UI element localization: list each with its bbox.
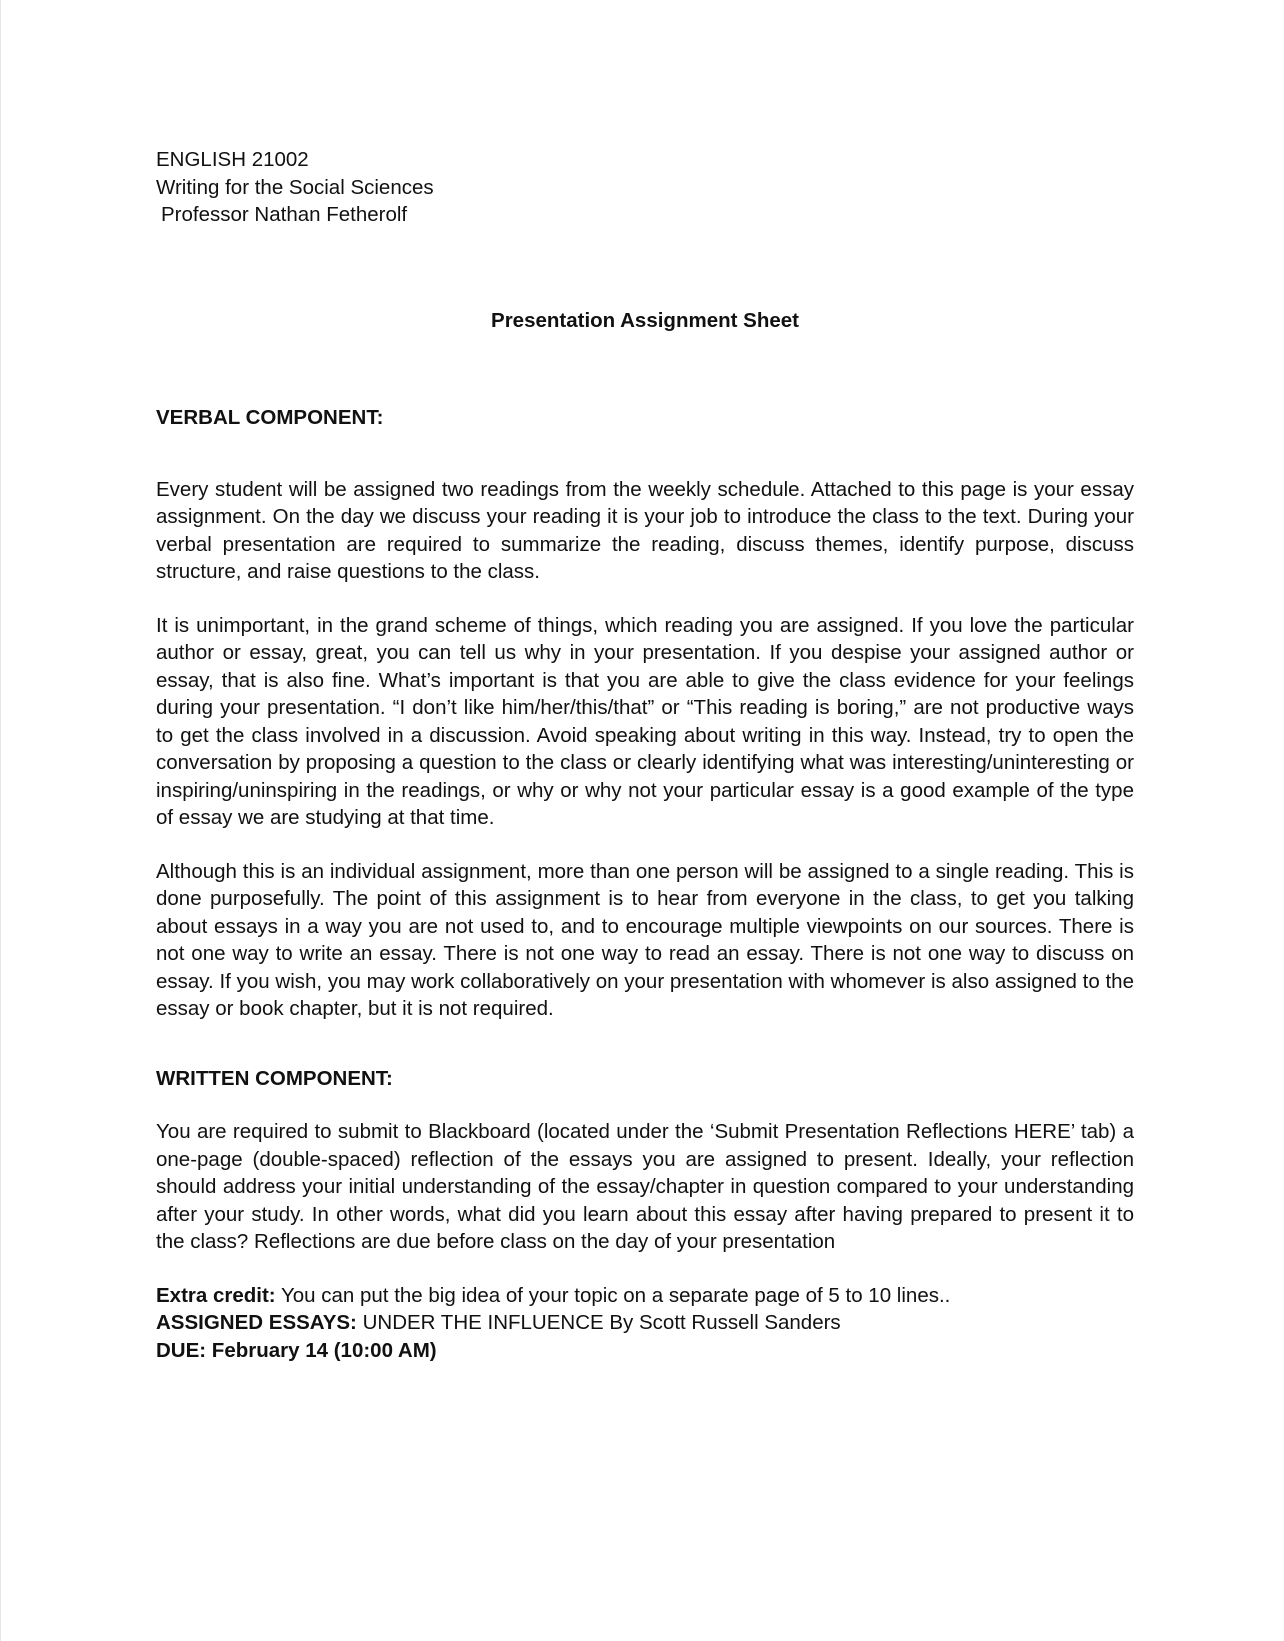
extra-credit-label: Extra credit: [156, 1283, 276, 1307]
professor-name: Professor Nathan Fetherolf [161, 203, 408, 226]
assigned-essays-text: UNDER THE INFLUENCE By Scott Russell Sanders [356, 1311, 841, 1334]
extra-credit-text: You can put the big idea of your topic on a separate page of 5 to 10 lines.. [275, 1283, 951, 1307]
extra-credit-line [156, 1282, 1134, 1310]
due-date: DUE: February 14 (10:00 AM) [156, 1338, 437, 1362]
course-name: Writing for the Social Sciences [156, 175, 434, 199]
verbal-component-heading: VERBAL COMPONENT: [156, 406, 384, 429]
assigned-essays-line [156, 1309, 1134, 1337]
assignment-details [156, 1282, 1134, 1365]
written-paragraph: You are required to submit to Blackboard (located under the ‘Submit Presentation Reflections HERE’ tab) a one-page (double-spaced) reflection of the essays you are assigned to present. Ideally, your reflection should address your initial understanding of the essay/chapter in question compared to your understanding after your study. In other words, what did you learn about this essay after having prepared to present it to the class? Reflections are due before class on the day of your presentation [156, 1120, 1134, 1253]
assigned-essays-label: ASSIGNED ESSAYS: [156, 1311, 357, 1334]
document-title: Presentation Assignment Sheet [491, 308, 799, 332]
verbal-paragraph-3: Although this is an individual assignment, more than one person will be assigned to a single reading. This is done purposefully. The point of this assignment is to hear from everyone in the class, to get you talking about essays in a way you are not used to, and to encourage multiple viewpoints on our sources. There is not one way to write an essay. There is not one way to read an essay. There is not one way to discuss on essay. If you wish, you may work collaboratively on your presentation with whomever is also assigned to the essay or book chapter, but it is not required. [156, 859, 1134, 1020]
verbal-paragraph-2: It is unimportant, in the grand scheme of things, which reading you are assigned. If you love the particular author or essay, great, you can tell us why in your presentation. If you despise your assigned author or essay, that is also fine. What’s important is that you are able to give the class evidence for your feelings during your presentation. “I don’t like him/her/this/that” or “This reading is boring,” are not productive ways to get the class involved in a discussion. Avoid speaking about writing in this way. Instead, try to open the conversation by proposing a question to the class or clearly identifying what was interesting/uninteresting or inspiring/uninspiring in the readings, or why or why not your particular essay is a good example of the type of essay we are studying at that time. [156, 613, 1134, 829]
written-component-heading: WRITTEN COMPONENT: [156, 1066, 393, 1090]
document-content [156, 146, 1134, 1364]
verbal-paragraph-1: Every student will be assigned two readings from the weekly schedule. Attached to this page is your essay assignment. On the day we discuss your reading it is your job to introduce the class to the text. During your verbal presentation are required to summarize the reading, discuss themes, identify purpose, discuss structure, and raise questions to the class. [156, 477, 1134, 583]
course-code: ENGLISH 21002 [156, 148, 309, 171]
